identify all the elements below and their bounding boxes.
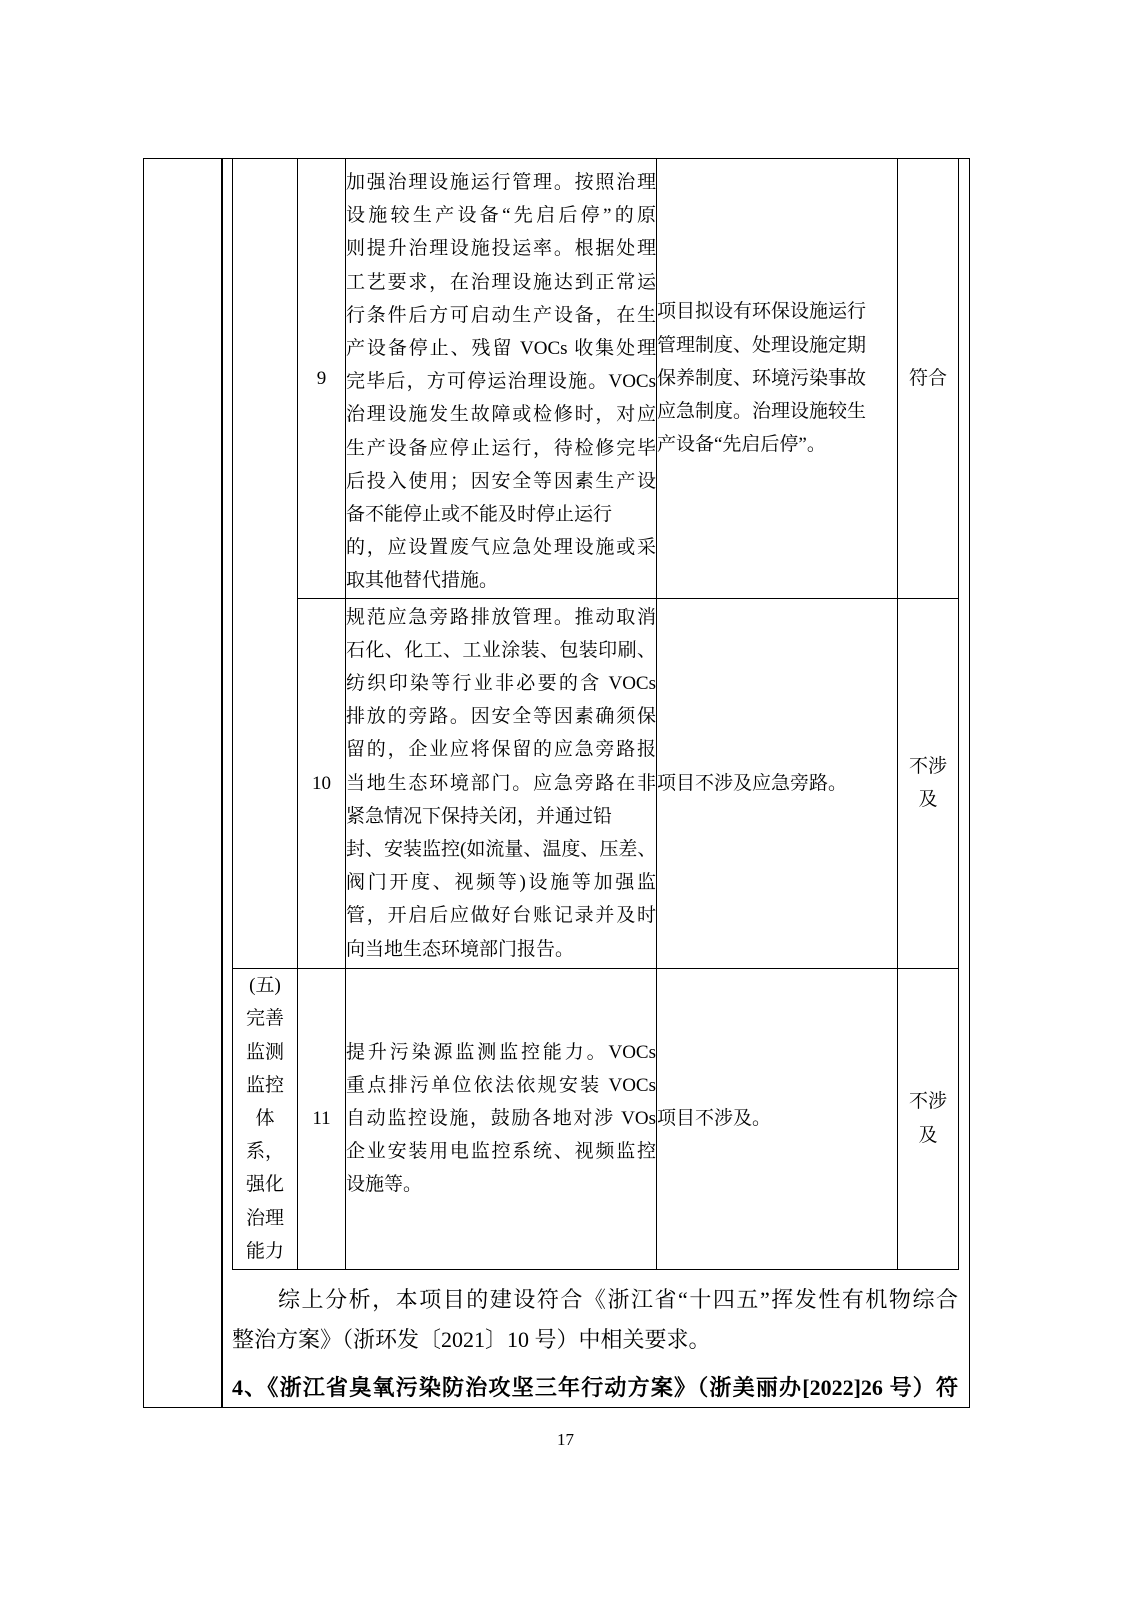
text-line: 及 — [918, 789, 938, 811]
text-line: (五) — [249, 975, 281, 997]
requirement-cell — [346, 968, 657, 1269]
text-line: 则提升治理设施投运率。根据处理 — [346, 238, 656, 260]
requirement-cell — [346, 159, 657, 599]
requirements-table — [232, 158, 959, 1270]
conformity-text — [898, 1085, 958, 1151]
text-line: 规范应急旁路排放管理。推动取消 — [346, 606, 656, 628]
text-line: 生产设备应停止运行，待检修完毕 — [346, 437, 656, 459]
text-line: 当地生态环境部门。应急旁路在非 — [346, 772, 656, 794]
text-line: 体 — [255, 1108, 275, 1130]
text-line: 项目不涉及应急旁路。 — [657, 772, 848, 794]
text-line: 不涉 — [908, 755, 947, 777]
project-situation-text — [657, 767, 897, 800]
text-line: 留的，企业应将保留的应急旁路报 — [346, 739, 656, 761]
text-line: 备不能停止或不能及时停止运行 — [346, 504, 613, 526]
text-line: 企业安装用电监控系统、视频监控 — [346, 1141, 656, 1163]
table-row — [233, 968, 959, 1269]
text-line: 设施较生产设备“先启后停”的原 — [346, 205, 656, 227]
text-line: 封、安装监控(如流量、温度、压差、 — [346, 838, 657, 860]
text-line: 项目不涉及。 — [657, 1108, 772, 1130]
text-line: 及 — [918, 1124, 938, 1146]
conformity-text — [898, 750, 958, 816]
table-row — [233, 598, 959, 968]
requirement-text — [346, 601, 656, 966]
text-line: 综上分析，本项目的建设符合《浙江省“十四五”挥发性有机物综合 — [278, 1287, 958, 1312]
outer-frame-divider — [221, 158, 223, 1408]
text-line: 管理制度、处理设施定期 — [657, 334, 867, 356]
text-line: 纺织印染等行业非必要的含 VOCs — [346, 672, 656, 694]
page-number: 17 — [557, 1430, 574, 1449]
project-situation-text — [657, 295, 897, 461]
item-number: 10 — [312, 772, 331, 794]
text-line: 完毕后，方可停运治理设施。VOCs — [346, 371, 656, 393]
text-line: 向当地生态环境部门报告。 — [346, 938, 575, 960]
item-number-cell — [298, 598, 346, 968]
text-line: 治理设施发生故障或检修时，对应 — [346, 404, 656, 426]
text-line: 符合 — [908, 367, 947, 389]
section-cell-empty — [233, 159, 298, 969]
item-number-cell — [298, 968, 346, 1269]
table-row — [233, 159, 959, 599]
section-heading: 4、《浙江省臭氧污染防治攻坚三年行动方案》（浙美丽办[2022]26 号）符 — [232, 1375, 958, 1400]
project-situation-cell — [657, 159, 898, 599]
conformity-cell — [898, 968, 959, 1269]
requirement-text — [346, 166, 656, 598]
text-line: 自动监控设施，鼓励各地对涉 VOs — [346, 1108, 656, 1130]
project-situation-cell — [657, 598, 898, 968]
text-line: 取其他替代措施。 — [346, 570, 499, 592]
text-line: 紧急情况下保持关闭，并通过铅 — [346, 805, 613, 827]
text-line: 应急制度。治理设施较生 — [657, 400, 867, 422]
project-situation-cell — [657, 968, 898, 1269]
text-line: 石化、化工、工业涂装、包装印刷、 — [346, 639, 656, 661]
text-line: 完善 — [245, 1008, 284, 1030]
text-line: 工艺要求，在治理设施达到正常运 — [346, 271, 656, 293]
text-line: 系， — [245, 1141, 284, 1163]
text-line: 重点排污单位依法依规安装 VOCs — [346, 1074, 656, 1096]
text-line: 加强治理设施运行管理。按照治理 — [346, 172, 656, 193]
text-line: 的，应设置废气应急处理设施或采 — [346, 537, 656, 559]
text-line: 保养制度、环境污染事故 — [657, 367, 867, 389]
text-line: 不涉 — [908, 1091, 947, 1113]
section-title — [233, 969, 297, 1268]
text-line: 提升污染源监测监控能力。VOCs — [346, 1041, 656, 1063]
text-line: 设施等。 — [346, 1174, 423, 1196]
conformity-cell — [898, 159, 959, 599]
text-line: 监控 — [245, 1074, 284, 1096]
text-line: 治理 — [245, 1207, 284, 1229]
text-line: 阀门开度、视频等)设施等加强监 — [346, 872, 656, 894]
text-line: 能力 — [245, 1240, 284, 1262]
summary-paragraph — [232, 1280, 958, 1360]
item-number: 11 — [312, 1108, 331, 1130]
requirement-text — [346, 1036, 656, 1202]
text-line: 强化 — [245, 1174, 284, 1196]
text-line: 后投入使用；因安全等因素生产设 — [346, 470, 656, 492]
text-line: 产设备“先启后停”。 — [657, 434, 826, 456]
text-line: 项目拟设有环保设施运行 — [657, 301, 867, 323]
section-cell — [233, 968, 298, 1269]
text-line: 排放的旁路。因安全等因素确须保 — [346, 706, 656, 728]
text-line: 行条件后方可启动生产设备，在生 — [346, 304, 656, 326]
item-number-cell — [298, 159, 346, 599]
project-situation-text — [657, 1102, 897, 1135]
text-line: 产设备停止、残留 VOCs 收集处理 — [346, 338, 656, 360]
text-line: 监测 — [245, 1041, 284, 1063]
conformity-cell — [898, 598, 959, 968]
conformity-text — [898, 362, 958, 395]
item-number: 9 — [316, 367, 327, 389]
text-line: 整治方案》（浙环发〔2021〕10 号）中相关要求。 — [232, 1327, 711, 1352]
text-line: 管，开启后应做好台账记录并及时 — [346, 905, 656, 927]
requirement-cell — [346, 598, 657, 968]
